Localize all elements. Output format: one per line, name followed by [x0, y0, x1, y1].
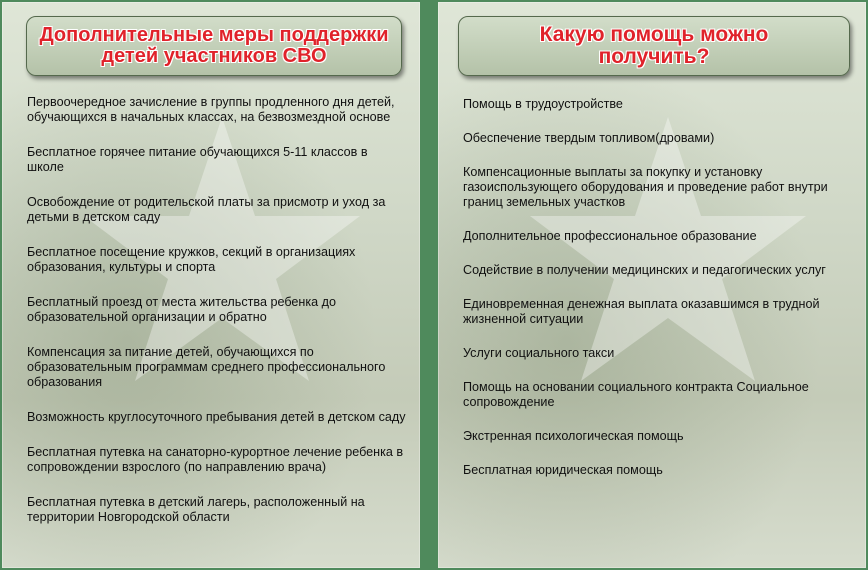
- list-item: Бесплатное посещение кружков, секций в организациях образования, культуры и спорта: [27, 245, 356, 274]
- list-item: Компенсационные выплаты за покупку и установку газоиспользующего оборудования и проведение работ внутри границ земельных участков: [463, 165, 828, 209]
- list-item: Экстренная психологическая помощь: [463, 429, 684, 443]
- right-title: Какую помощь можно получить?: [539, 23, 769, 68]
- list-item: Бесплатная юридическая помощь: [463, 463, 663, 477]
- list-item: Единовременная денежная выплата оказавшимся в трудной жизненной ситуации: [463, 297, 820, 326]
- list-item: Бесплатное горячее питание обучающихся 5-11 классов в школе: [27, 145, 368, 174]
- list-item: Помощь на основании социального контракта Социальное сопровождение: [463, 380, 809, 409]
- list-item: Бесплатный проезд от места жительства ребенка до образовательной организации и обратно: [27, 295, 336, 324]
- list-item: Помощь в трудоустройстве: [463, 97, 623, 111]
- list-item: Бесплатная путевка в детский лагерь, расположенный на территории Новгородской области: [27, 495, 365, 524]
- list-item: Бесплатная путевка на санаторно-курортное лечение ребенка в сопровождении взрослого (по направлению врача): [27, 445, 404, 474]
- left-support-list: [27, 95, 407, 545]
- list-item: Первоочередное зачисление в группы продленного дня детей, обучающихся в начальных классах, на безвозмездной основе: [27, 95, 395, 124]
- list-item: Возможность круглосуточного пребывания детей в детском саду: [27, 410, 406, 424]
- list-item: Обеспечение твердым топливом(дровами): [463, 131, 715, 145]
- right-title-box: [458, 16, 850, 76]
- left-title: Дополнительные меры поддержки детей участников СВО: [39, 24, 389, 67]
- left-title-box: [26, 16, 402, 76]
- left-panel: [2, 2, 420, 568]
- list-item: Освобождение от родительской платы за присмотр и уход за детьми в детском саду: [27, 195, 386, 224]
- list-item: Компенсация за питание детей, обучающихся по образовательным программам среднего профессионального образования: [27, 345, 386, 389]
- list-item: Услуги социального такси: [463, 346, 615, 360]
- right-help-list: [463, 97, 858, 497]
- list-item: Содействие в получении медицинских и педагогических услуг: [463, 263, 826, 277]
- list-item: Дополнительное профессиональное образование: [463, 229, 757, 243]
- right-panel: [438, 2, 866, 568]
